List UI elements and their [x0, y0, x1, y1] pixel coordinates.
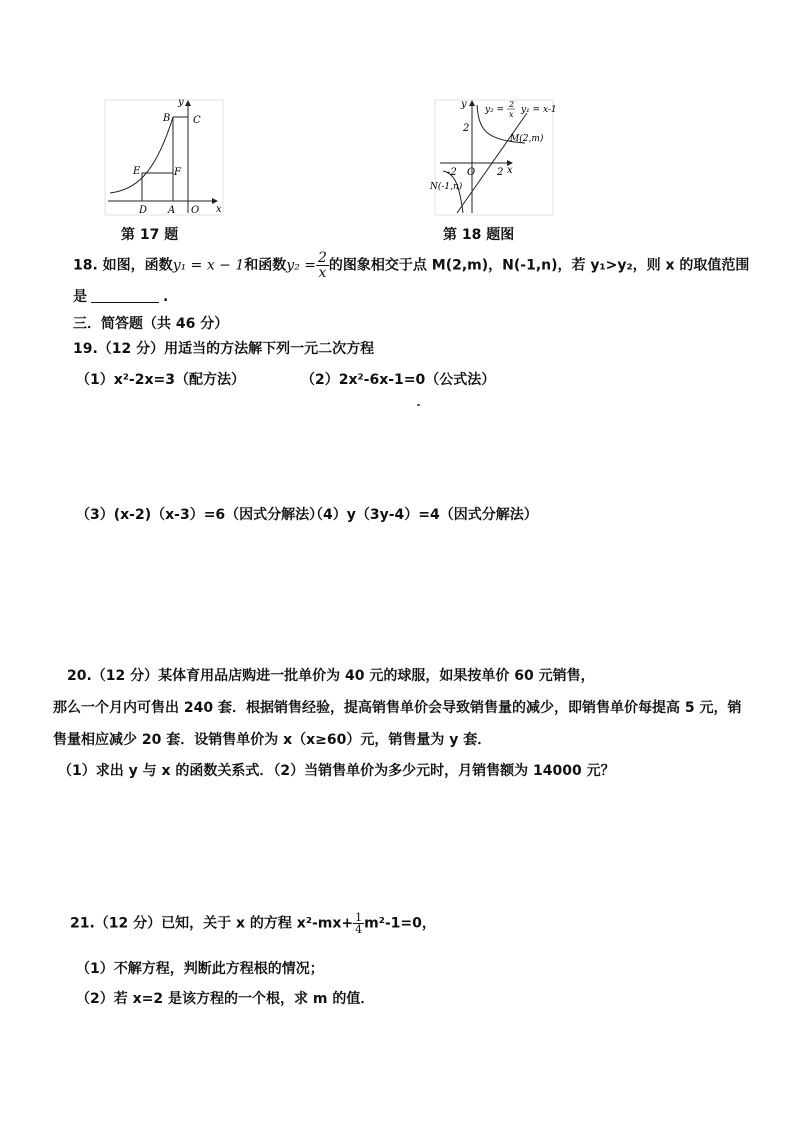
q18-y1: y₁ = x − 1 [172, 257, 245, 274]
q18-frac-num: 2 [317, 250, 327, 266]
section-3-title: 三．简答题（共 46 分） [73, 316, 229, 332]
label-y: y [461, 99, 467, 110]
label-m: M(2,m) [510, 134, 544, 144]
label-d: D [139, 205, 148, 216]
q20-line3: 售量相应减少 20 套．设销售单价为 x（x≥60）元，销售量为 y 套． [53, 732, 492, 748]
q20-line1: 20.（12 分）某体育用品店购进一批单价为 40 元的球服，如果按单价 60 元销售， [67, 668, 595, 684]
q21-suffix: m²-1=0， [364, 915, 436, 932]
q20-line4: （1）求出 y 与 x 的函数关系式．（2）当销售单价为多少元时，月销售额为 14000 元？ [58, 763, 615, 779]
q19-part-3: （3）(x-2)（x-3）=6（因式分解法） [76, 507, 324, 523]
label-x: x [507, 165, 513, 176]
label-b: B [163, 113, 171, 124]
y-axis-arrow [185, 100, 191, 106]
q18-mid: 和函数 [244, 257, 287, 274]
label-o: O [191, 205, 200, 216]
label-y2-den: x [509, 110, 514, 119]
q18-line2 [73, 286, 168, 306]
q21-frac-den: 4 [355, 923, 363, 936]
q19-title: 19.（12 分）用适当的方法解下列一元二次方程 [73, 341, 375, 357]
figure-18-frame [435, 100, 553, 215]
label-y2: y₂ = [485, 105, 505, 115]
figure-17-caption: 第 17 题 [121, 227, 179, 243]
rect-abco [173, 117, 188, 201]
q21-part-2: （2）若 x=2 是该方程的一个根，求 m 的值． [76, 991, 375, 1007]
label-o: O [467, 167, 476, 178]
q21-fraction [353, 912, 364, 935]
q18-prefix: 18. 如图，函数 [73, 257, 173, 274]
rect-defa [142, 173, 173, 201]
q19-part-2: （2）2x²-6x-1=0（公式法） [301, 372, 496, 388]
q21-line1 [70, 912, 436, 935]
label-f: F [174, 167, 181, 178]
q21-part-1: （1）不解方程，判断此方程根的情况； [76, 961, 324, 977]
y-axis-arrow [469, 100, 475, 106]
figure-17 [100, 95, 230, 220]
q18-y2: y₂ = [286, 257, 316, 274]
stray-mark [417, 404, 420, 406]
label-y2-num: 2 [509, 100, 515, 109]
figure-18 [425, 95, 560, 220]
tick-2-x: 2 [497, 167, 504, 178]
label-y1: y₁ = x-1 [521, 105, 557, 115]
tick-2-y: 2 [463, 123, 470, 134]
tick-minus2: -2 [447, 167, 457, 178]
label-x: x [216, 204, 222, 215]
q18-line1 [73, 251, 749, 280]
q21-prefix: 21.（12 分）已知，关于 x 的方程 x²-mx+ [70, 915, 354, 932]
q18-fraction [316, 251, 329, 280]
q19-part-4: （4）y（3y-4）=4（因式分解法） [309, 507, 538, 523]
q21-frac-num: 1 [355, 911, 363, 924]
q18-line2-prefix: 是 [73, 289, 87, 305]
label-n: N(-1,n) [430, 182, 463, 192]
q18-suffix: 的图象相交于点 M(2,m)，N(-1,n)，若 y₁>y₂，则 x 的取值范围 [328, 257, 750, 274]
q20-line2: 那么一个月内可售出 240 套．根据销售经验，提高销售单价会导致销售量的减少，即销售单价每提高 5 元，销 [53, 700, 742, 716]
q18-line2-suffix: . [163, 289, 169, 305]
q19-part-1: （1）x²-2x=3（配方法） [76, 372, 245, 388]
answer-blank[interactable] [91, 302, 159, 303]
label-e: E [133, 166, 141, 177]
q18-frac-den: x [318, 265, 327, 281]
label-c: C [193, 115, 201, 126]
figure-18-caption: 第 18 题图 [443, 227, 515, 243]
label-y: y [178, 97, 184, 108]
label-a: A [168, 205, 176, 216]
